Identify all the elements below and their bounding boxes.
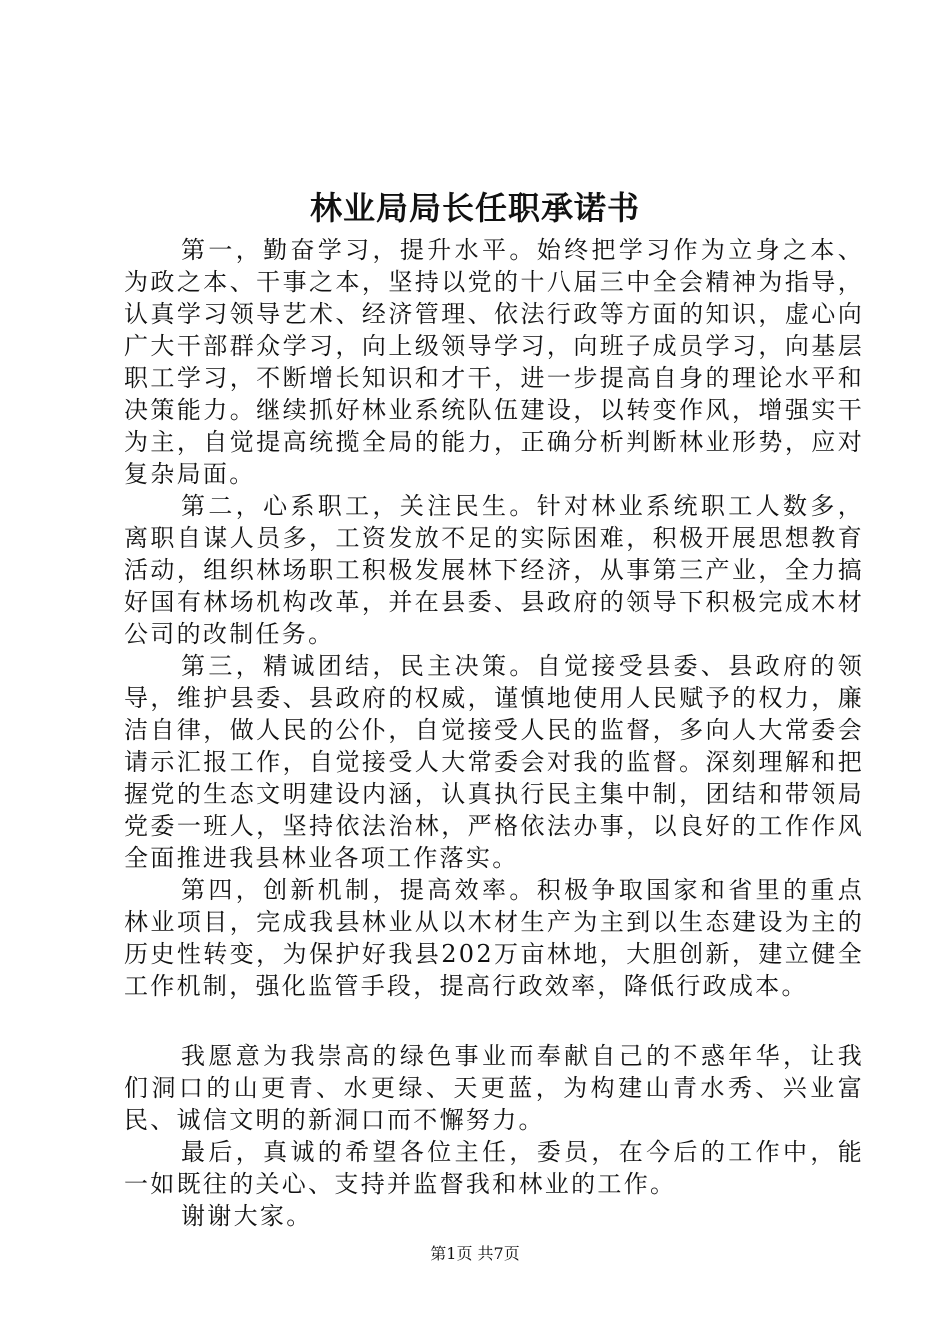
paragraph-3: 第三，精诚团结，民主决策。自觉接受县委、县政府的领导，维护县委、县政府的权威，谨慎地使用人民赋予的权力，廉洁自律，做人民的公仆，自觉接受人民的监督，多向人大常委会请示汇报工作，自觉接受人大常委会对我的监督。深刻理解和把握党的生态文明建设内涵，认真执行民主集中制，团结和带领局党委一班人，坚持依法治林，严格依法办事，以良好的工作作风全面推进我县林业各项工作落实。 [124,652,864,872]
document-body [124,234,864,1232]
paragraph-7: 谢谢大家。 [181,1202,313,1230]
paragraph-gap [124,1002,864,1040]
document-title: 林业局局长任职承诺书 [309,189,640,227]
paragraph-5: 我愿意为我崇高的绿色事业而奉献自己的不惑年华，让我们洞口的山更青、水更绿、天更蓝，为构建山青水秀、兴业富民、诚信文明的新洞口而不懈努力。 [124,1042,864,1134]
paragraph-2: 第二，心系职工，关注民生。针对林业系统职工人数多，离职自谋人员多，工资发放不足的实际困难，积极开展思想教育活动，组织林场职工积极发展林下经济，从事第三产业，全力搞好国有林场机构改革，并在县委、县政府的领导下积极完成木材公司的改制任务。 [124,492,864,648]
page-footer: 第1页 共7页 [430,1244,520,1263]
paragraph-1: 第一，勤奋学习，提升水平。始终把学习作为立身之本、为政之本、干事之本，坚持以党的十八届三中全会精神为指导，认真学习领导艺术、经济管理、依法行政等方面的知识，虚心向广大干部群众学习，向上级领导学习，向班子成员学习，向基层职工学习，不断增长知识和才干，进一步提高自身的理论水平和决策能力。继续抓好林业系统队伍建设，以转变作风，增强实干为主，自觉提高统揽全局的能力，正确分析判断林业形势，应对复杂局面。 [124,236,864,488]
paragraph-4: 第四，创新机制，提高效率。积极争取国家和省里的重点林业项目，完成我县林业从以木材生产为主到以生态建设为主的历史性转变，为保护好我县202万亩林地，大胆创新，建立健全工作机制，强化监管手段，提高行政效率，降低行政成本。 [124,876,864,1000]
paragraph-6: 最后，真诚的希望各位主任，委员，在今后的工作中，能一如既往的关心、支持并监督我和林业的工作。 [124,1138,864,1198]
